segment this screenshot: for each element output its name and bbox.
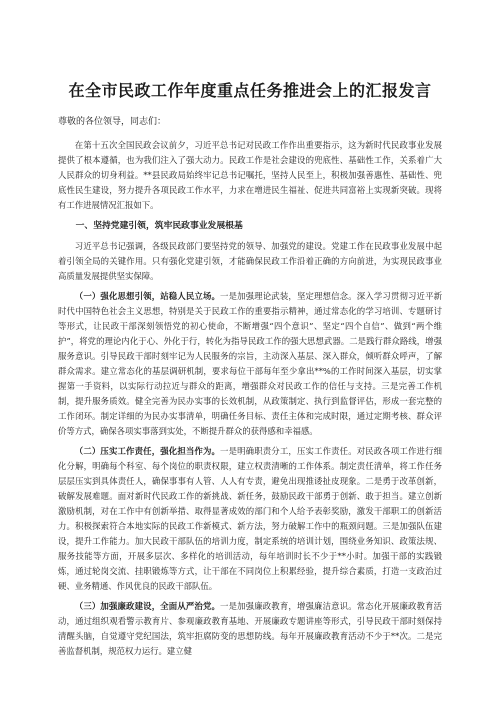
item-2-paragraph (58, 444, 442, 594)
item-1-paragraph (58, 289, 442, 439)
item-1-lead: （一）强化思想引领，站稳人民立场。 (74, 291, 221, 301)
section-1-intro: 习近平总书记强调，各级民政部门要坚持党的领导、加强党的建设。党建工作在民政事业发展中起着引领全局的关键作用。只有强化党建引领，才能确保民政工作沿着正确的方向前进，为实现民政事业高质量发展提供坚实保障。 (58, 241, 442, 281)
item-3-paragraph (58, 599, 442, 659)
greeting: 尊敬的各位领导，同志们： (58, 117, 167, 127)
section-heading-1: 一、坚持党建引领，筑牢民政事业发展根基 (75, 221, 243, 231)
item-3-lead: （三）加强廉政建设，全面从严治党。 (74, 601, 221, 611)
item-2-body: 一是明确职责分工，压实工作责任。对民政各项工作进行细化分解，明确每个科室、每个岗位的职责权限，建立权责清晰的工作体系。制定责任清单，将工作任务层层压实到具体责任人，确保事事有人管、人人有专责，避免出现推诿扯皮现象。二是勇于改革创新，破解发展难题。面对新时代民政工作的新挑战、新任务，鼓励民政干部勇于创新、敢于担当。建立创新激励机制，对在工作中有创新举措、取得显著成效的部门和个人给予表彰奖励，激发干部职工的创新活力。积极探索符合本地实际的民政工作新模式、新方法，努力破解工作中的瓶颈问题。三是加强队伍建设，提升工作能力。加大民政干部队伍的培训力度，制定系统的培训计划，围绕业务知识、政策法规、服务技能等方面，开展多层次、多样化的培训活动，每年培训时长不少于**小时。加强干部的实践锻炼，通过轮岗交流、挂职锻炼等方式，让干部在不同岗位上积累经验，提升综合素质，打造一支政治过硬、业务精通、作风优良的民政干部队伍。 (58, 446, 443, 591)
intro-paragraph: 在第十五次全国民政会议前夕，习近平总书记对民政工作作出重要指示，这为新时代民政事业发展提供了根本遵循，也为我们注入了强大动力。民政工作是社会建设的兜底性、基础性工作，关系着广大人民群众的切身利益。**县民政局始终牢记总书记嘱托，坚持人民至上，积极加强善惠性、基础性、兜底性民生建设，努力提升各项民政工作水平，力求在增进民生福祉、促进共同富裕上实现新突破。现将有工作进展情况汇报如下。 (58, 140, 442, 210)
item-3-body: 一是加强廉政教育，增强廉洁意识。常态化开展廉政教育活动，通过组织观看警示教育片、参观廉政教育基地、开展廉政专题讲座等形式，引导民政干部时刻保持清醒头脑，自觉遵守党纪国法，筑牢拒腐防变的思想防线。每年开展廉政教育活动不少于**次。二是完善监督机制，规范权力运行。建立健 (58, 601, 443, 656)
document-title: 在全市民政工作年度重点任务推进会上的汇报发言 (68, 81, 432, 100)
item-1-body: 一是加强理论武装，坚定理想信念。深入学习贯彻习近平新时代中国特色社会主义思想，特别是关于民政工作的重要指示精神，通过常态化的学习培训、专题研讨等形式，让民政干部深刻领悟党的初心使命，不断增强“四个意识”、坚定“四个自信”、做到“两个维护”，将党的理论内化于心、外化于行，转化为指导民政工作的强大思想武器。二是践行群众路线，增强服务意识。引导民政干部时刻牢记为人民服务的宗旨，主动深入基层、深入群众，倾听群众呼声，了解群众需求。建立常态化的基层调研机制，要求每位干部每年至少拿出**%的工作时间深入基层，切实掌握第一手资料，以实际行动拉近与群众的距离，增强群众对民政工作的信任与支持。三是完善工作机制，提升服务质效。健全完善为民办实事的长效机制，从政策制定、执行到监督评估，形成一套完整的工作闭环。制定详细的为民办实事清单，明确任务目标、责任主体和完成时限，通过定期考核、群众评价等方式，确保各项实事落到实处，不断提升群众的获得感和幸福感。 (58, 291, 443, 436)
item-2-lead: （二）压实工作责任，强化担当作为。 (74, 446, 221, 456)
